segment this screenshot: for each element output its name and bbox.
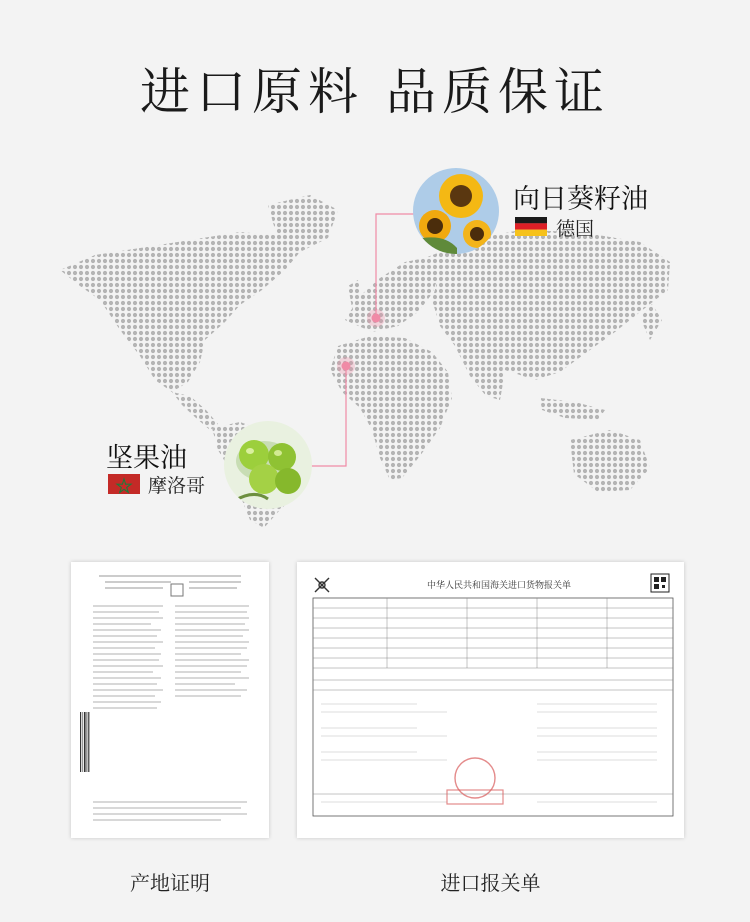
customs-form-heading: 中华人民共和国海关进口货物报关单 xyxy=(427,581,572,591)
origin-certificate-document xyxy=(71,562,269,838)
morocco-flag-icon xyxy=(108,474,140,494)
customs-emblem-icon xyxy=(315,578,329,592)
red-customs-stamp-icon xyxy=(447,758,503,804)
germany-country-label: 德国 xyxy=(556,218,595,240)
qr-code-icon xyxy=(651,574,669,592)
australia-shape xyxy=(570,430,650,492)
germany-marker xyxy=(367,309,385,327)
page-title: 进口原料 品质保证 xyxy=(140,63,610,121)
sunflower-oil-label: 向日葵籽油 xyxy=(513,184,648,215)
germany-flag-icon xyxy=(515,217,547,236)
central-america-shape xyxy=(172,392,218,430)
morocco-marker xyxy=(337,357,355,375)
indonesia-shape xyxy=(540,398,605,420)
customs-declaration-caption: 进口报关单 xyxy=(440,871,541,895)
nut-oil-label: 坚果油 xyxy=(106,443,187,474)
customs-declaration-document xyxy=(297,562,684,838)
morocco-country-label: 摩洛哥 xyxy=(148,475,206,497)
argan-nuts-photo xyxy=(224,421,312,509)
north-america-shape xyxy=(60,232,300,392)
origin-certificate-caption: 产地证明 xyxy=(130,871,210,895)
sunflower-photo xyxy=(413,168,499,254)
